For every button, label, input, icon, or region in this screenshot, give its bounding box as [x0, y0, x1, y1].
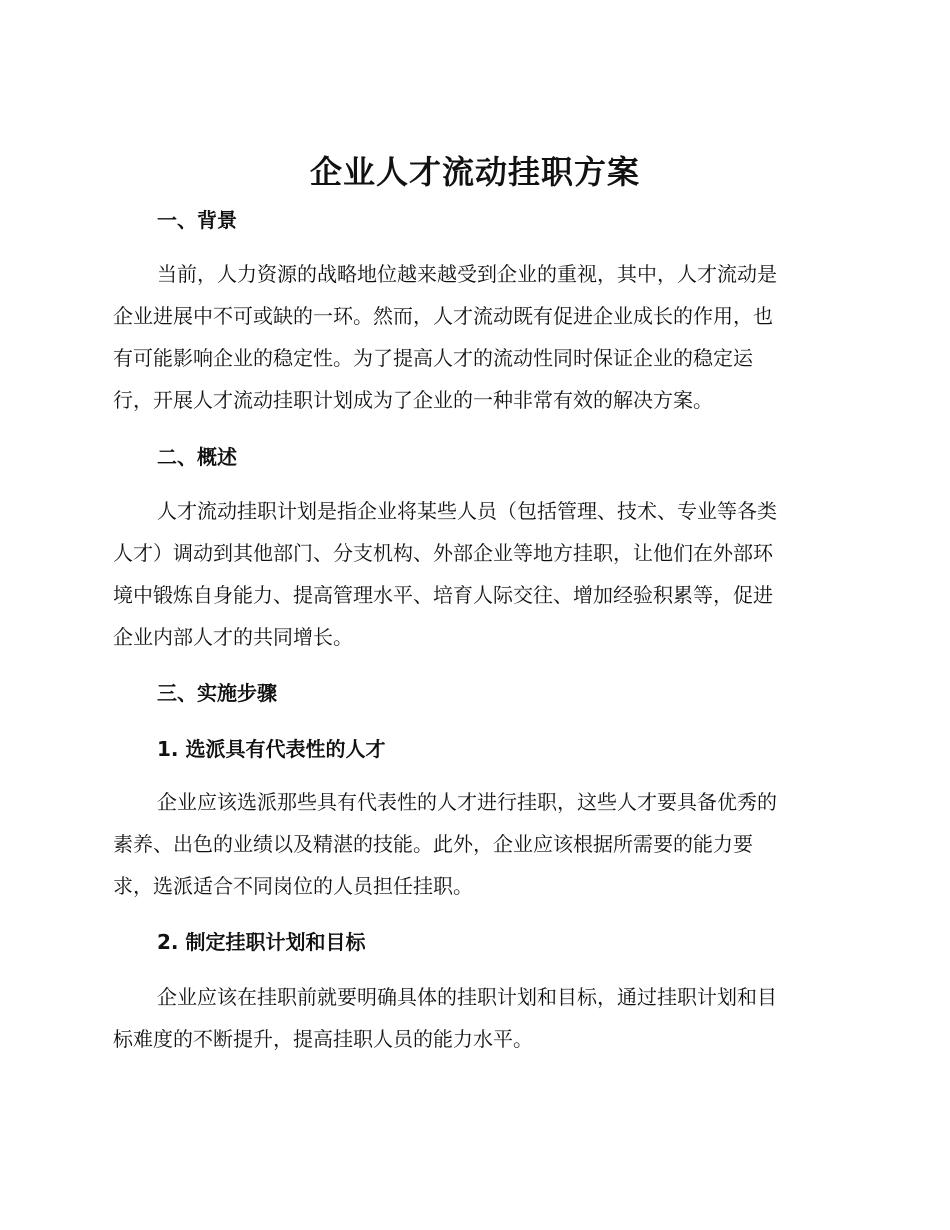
- step-1-paragraph: [113, 781, 833, 907]
- paragraph-line: 素养、出色的业绩以及精湛的技能。此外，企业应该根据所需要的能力要: [113, 832, 753, 856]
- overview-paragraph: [113, 490, 833, 658]
- paragraph-line: 人才）调动到其他部门、分支机构、外部企业等地方挂职，让他们在外部环: [113, 541, 773, 565]
- paragraph-line: 人才流动挂职计划是指企业将某些人员（包括管理、技术、专业等各类: [157, 499, 777, 523]
- paragraph-line: 求，选派适合不同岗位的人员担任挂职。: [113, 874, 473, 898]
- section-heading-steps: 三、实施步骤: [157, 681, 277, 705]
- paragraph-line: 有可能影响企业的稳定性。为了提高人才的流动性同时保证企业的稳定运: [113, 346, 753, 370]
- page-title: 企业人才流动挂职方案: [309, 153, 640, 191]
- paragraph-line: 当前，人力资源的战略地位越来越受到企业的重视，其中，人才流动是: [157, 262, 777, 286]
- paragraph-line: 境中锻炼自身能力、提高管理水平、培育人际交往、增加经验积累等，促进: [113, 583, 773, 607]
- paragraph-line: 标难度的不断提升，提高挂职人员的能力水平。: [113, 1027, 533, 1051]
- paragraph-line: 企业进展中不可或缺的一环。然而，人才流动既有促进企业成长的作用，也: [113, 304, 773, 328]
- paragraph-line: 行，开展人才流动挂职计划成为了企业的一种非常有效的解决方案。: [113, 388, 713, 412]
- step-1-heading: 1. 选派具有代表性的人才: [157, 737, 386, 761]
- section-heading-background: 一、背景: [157, 208, 237, 232]
- step-2-heading: 2. 制定挂职计划和目标: [157, 930, 366, 954]
- paragraph-line: 企业应该选派那些具有代表性的人才进行挂职，这些人才要具备优秀的: [157, 790, 777, 814]
- paragraph-line: 企业内部人才的共同增长。: [113, 625, 353, 649]
- paragraph-line: 企业应该在挂职前就要明确具体的挂职计划和目标，通过挂职计划和目: [157, 985, 777, 1009]
- step-2-paragraph: [113, 976, 833, 1060]
- background-paragraph: [113, 253, 833, 421]
- section-heading-overview: 二、概述: [157, 445, 237, 469]
